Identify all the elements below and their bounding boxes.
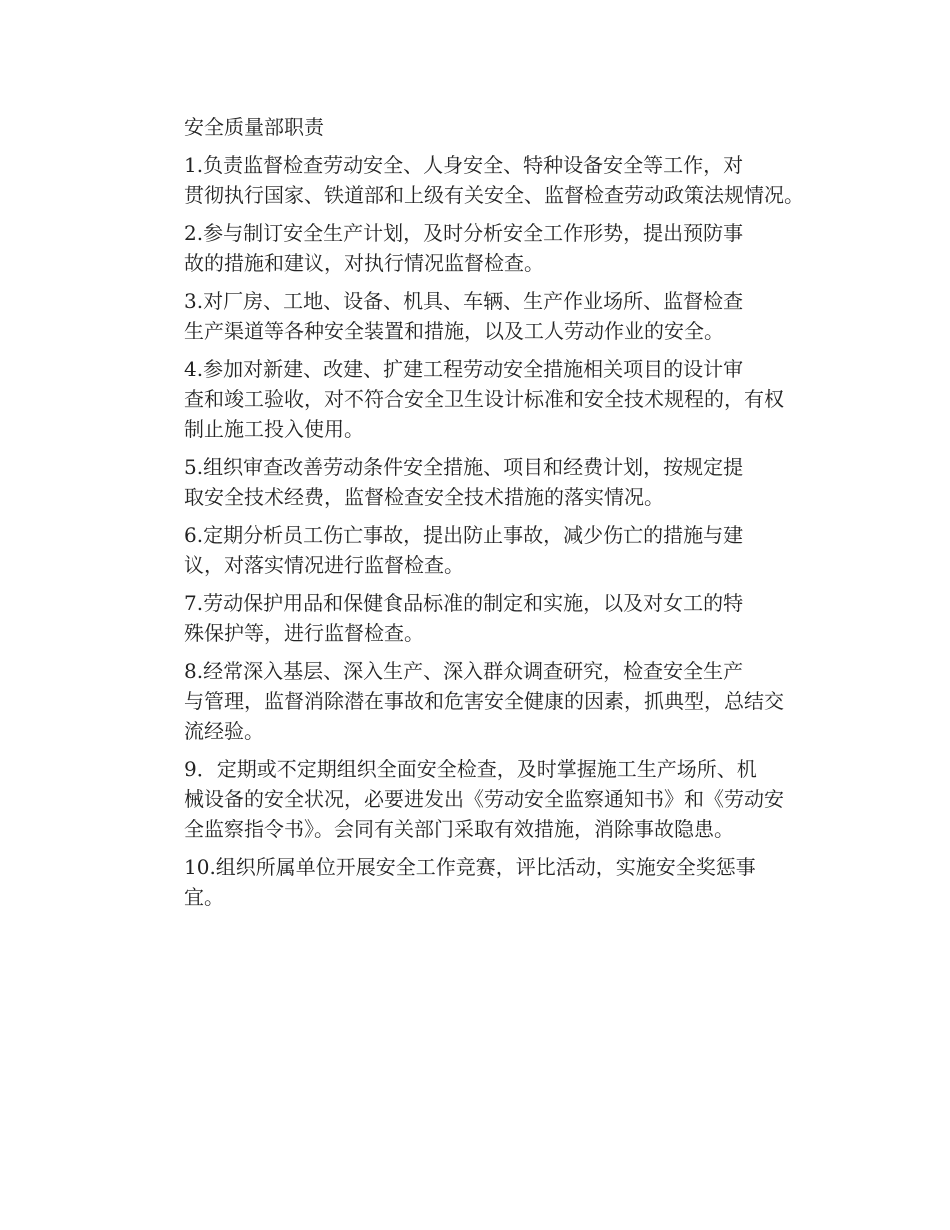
duty-item-9-line-1: 9．定期或不定期组织全面安全检查，及时掌握施工生产场所、机 — [184, 757, 757, 781]
duty-item-7-line-2: 殊保护等，进行监督检查。 — [184, 621, 424, 645]
duty-item-5 — [140, 452, 812, 512]
duty-item-6-line-2: 议，对落实情况进行监督检查。 — [184, 553, 464, 577]
duty-item-3 — [140, 286, 812, 346]
duty-item-2-line-2: 故的措施和建议，对执行情况监督检查。 — [184, 251, 544, 275]
duty-item-10-line-2: 宜。 — [184, 885, 224, 909]
duty-item-4-line-2: 查和竣工验收，对不符合安全卫生设计标准和安全技术规程的，有权 — [184, 387, 784, 411]
duty-item-8 — [140, 656, 812, 746]
duty-item-4 — [140, 354, 812, 444]
duty-item-10 — [140, 852, 812, 912]
duty-item-6-line-1: 6.定期分析员工伤亡事故，提出防止事故，减少伤亡的措施与建 — [184, 523, 744, 547]
duty-item-9 — [140, 754, 812, 844]
duty-item-7 — [140, 588, 812, 648]
document-title: 安全质量部职责 — [184, 115, 324, 139]
duty-item-5-line-1: 5.组织审查改善劳动条件安全措施、项目和经费计划，按规定提 — [184, 455, 744, 479]
duty-item-1-line-1: 1.负责监督检查劳动安全、人身安全、特种设备安全等工作，对 — [184, 153, 744, 177]
duty-item-3-line-1: 3.对厂房、工地、设备、机具、车辆、生产作业场所、监督检查 — [184, 289, 744, 313]
duty-item-1-line-2: 贯彻执行国家、铁道部和上级有关安全、监督检查劳动政策法规情况。 — [184, 183, 804, 207]
duty-item-6 — [140, 520, 812, 580]
duty-item-2 — [140, 218, 812, 278]
duty-item-8-line-3: 流经验。 — [184, 719, 264, 743]
duty-item-5-line-2: 取安全技术经费，监督检查安全技术措施的落实情况。 — [184, 485, 664, 509]
duty-item-3-line-2: 生产渠道等各种安全装置和措施，以及工人劳动作业的安全。 — [184, 319, 724, 343]
duty-item-1 — [140, 150, 812, 210]
duty-item-10-line-1: 10.组织所属单位开展安全工作竞赛，评比活动，实施安全奖惩事 — [184, 855, 756, 879]
duty-item-9-line-2: 械设备的安全状况，必要进发出《劳动安全监察通知书》和《劳动安 — [184, 787, 784, 811]
duty-item-8-line-1: 8.经常深入基层、深入生产、深入群众调查研究，检查安全生产 — [184, 659, 744, 683]
duty-item-8-line-2: 与管理，监督消除潜在事故和危害安全健康的因素，抓典型，总结交 — [184, 689, 784, 713]
duty-item-7-line-1: 7.劳动保护用品和保健食品标准的制定和实施，以及对女工的特 — [184, 591, 744, 615]
duty-item-9-line-3: 全监察指令书》。会同有关部门采取有效措施，消除事故隐患。 — [184, 817, 734, 841]
duty-item-4-line-1: 4.参加对新建、改建、扩建工程劳动安全措施相关项目的设计审 — [184, 357, 744, 381]
duty-item-2-line-1: 2.参与制订安全生产计划，及时分析安全工作形势，提出预防事 — [184, 221, 744, 245]
duty-item-4-line-3: 制止施工投入使用。 — [184, 417, 364, 441]
document-body — [140, 112, 812, 920]
